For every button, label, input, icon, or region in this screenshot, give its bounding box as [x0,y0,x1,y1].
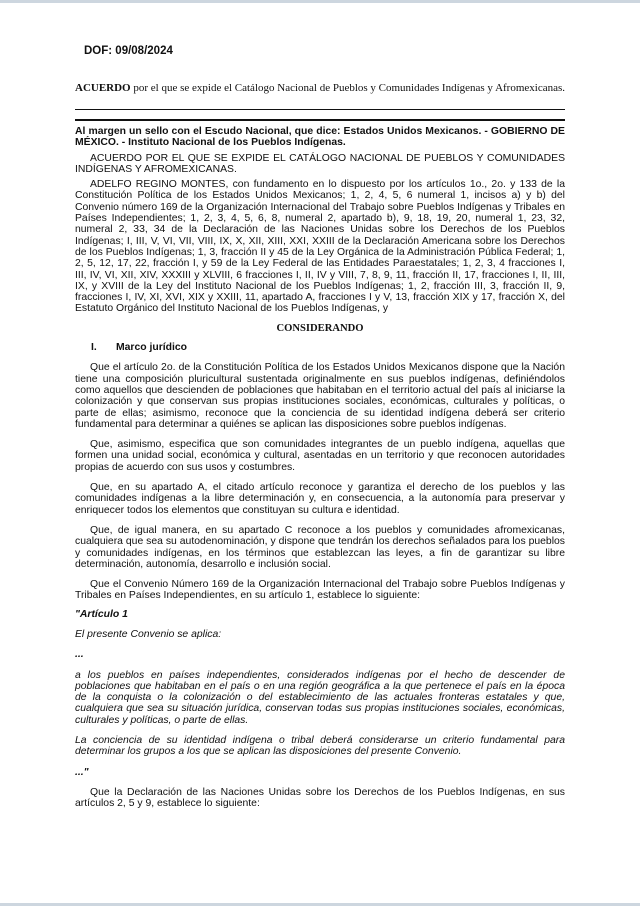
paragraph-5: Que el Convenio Número 169 de la Organización Internacional del Trabajo sobre Pueblos Indígenas y Tribales en Países Independientes, en su artículo 1, establece lo siguiente: [75,579,565,602]
paragraph-4: Que, de igual manera, en su apartado C reconoce a los pueblos y comunidades afromexicanas, cualquiera que sea su autodenominación, y dispone que tendrán los derechos señalados para los pueblos y comunidades indígenas, en los términos que establezcan las leyes, a fin de garantizar su libre determinación, autonomía, desarrollo e inclusión social. [75,524,565,570]
paragraph-1: Que el artículo 2o. de la Constitución Política de los Estados Unidos Mexicanos dispone que la Nación tiene una composición pluricultural sustentada originalmente en sus pueblos indígenas, definiéndolos como aquellos que descienden de poblaciones que habitaban en el territorio actual del país al iniciarse la colonización y que conservan sus propias instituciones sociales, económicas, culturales y políticas, o parte de ellas; asimismo, reconoce que la conciencia de su identidad indígena deberá ser criterio fundamental para determinar a quiénes se aplican las disposiciones sobre pueblos indígenas. [75,362,565,430]
paragraph-2: Que, asimismo, especifica que son comunidades integrantes de un pueblo indígena, aquellas que formen una unidad social, económica y cultural, asentadas en un territorio y que reconocen autoridades propias de acuerdo con sus usos y costumbres. [75,439,565,473]
acuerdo-heading: ACUERDO POR EL QUE SE EXPIDE EL CATÁLOGO NACIONAL DE PUEBLOS Y COMUNIDADES INDÍGENAS Y AFROMEXICANAS. [75,152,565,175]
paragraph-3: Que, en su apartado A, el citado artículo reconoce y garantiza el derecho de los pueblos y las comunidades indígenas a la libre determinación y, en consecuencia, a la autonomía para preservar y enriquecer todos los elementos que constituyan su cultura e identidad. [75,482,565,516]
fundamento-paragraph: ADELFO REGINO MONTES, con fundamento en lo dispuesto por los artículos 1o., 2o. y 133 de la Constitución Política de los Estados Unidos Mexicanos; 1, 2, 4, 5, 6 numeral 1, incisos a) y b) del Convenio número 169 de la Organización Internacional del Trabajo sobre Pueblos Indígenas y Tribales en Países Independientes; 1, 2, 3, 4, 5, 6, 8, numeral 2, apartado b), 9, 18, 19, 20, numeral 1, 23, 32, numeral 2, 33, 34 de la Declaración de las Naciones Unidas sobre los Derechos de los Pueblos Indígenas; I, III, V, VI, VII, VIII, IX, X, XII, XIII, XXI, XXIII de la Declaración Americana sobre los Derechos de los Pueblos Indígenas; 1, 3, fracción II y 45 de la Ley Orgánica de la Administración Pública Federal; 1, 2, 5, 12, 17, 22, fracción I, y 59 de la Ley Federal de las Entidades Paraestatales; 1, 2, 3, 4 fracciones I, III, IV, VI, XII, XIV, XXXIII y XLVIII, 6 fracciones I, II, IV y VIII, 7, 8, 9, 11, fracción II, 17, fracciones I, II, III, IX, y XVIII de la Ley del Instituto Nacional de los Pueblos Indígenas; 1, 2, fracción III, 3, fracción II, 9, fracciones I, IV, XI, XVI, XIX y XXIII, 11, apartado A, fracciones I y V, 13, fracción XIX y 17, fracción X, del Estatuto Orgánico del Instituto Nacional de los Pueblos Indígenas, y [75,179,565,315]
section-title: Marco jurídico [116,342,188,354]
title-rule-top [75,109,565,110]
top-border [0,0,640,3]
paragraph-6: Que la Declaración de las Naciones Unidas sobre los Derechos de los Pueblos Indígenas, en sus artículos 2, 5 y 9, establece lo siguiente: [75,786,565,810]
quote-paragraph-2: a los pueblos en países independientes, considerados indígenas por el hecho de descender de poblaciones que habitaban en el país o en una región geográfica a la que pertenece el país en la época de la conquista o la colonización o del establecimiento de las actuales fronteras estatales y que, cualquiera que sea su situación jurídica, conservan todas sus propias instituciones sociales, económicas, culturales y políticas, o parte de ellas. [75,669,565,726]
quote-heading: "Artículo 1 [75,608,128,620]
title-rule-bottom [75,119,565,121]
document-title [75,82,565,95]
quote-paragraph-3: La conciencia de su identidad indígena o tribal deberá considerarse un criterio fundamental para determinar los grupos a los que se aplican las disposiciones del presente Convenio. [75,735,565,758]
quote-line-1: El presente Convenio se aplica: [75,628,222,640]
quote-end: ..." [75,766,89,778]
title-rest: por el que se expide el Catálogo Nacional de Pueblos y Comunidades Indígenas y Afromexicanas. [133,82,566,94]
dof-date: DOF: 09/08/2024 [84,45,173,57]
document-body [75,126,565,810]
quote-ellipsis: ... [75,649,84,661]
considerando-heading: CONSIDERANDO [276,322,364,334]
title-prefix: ACUERDO [75,82,131,94]
section-heading [75,342,565,353]
section-number: I. [91,342,97,354]
seal-paragraph: Al margen un sello con el Escudo Nacional, que dice: Estados Unidos Mexicanos. - GOBIERNO DE MÉXICO. - Instituto Nacional de los Pueblos Indígenas. [75,126,565,149]
